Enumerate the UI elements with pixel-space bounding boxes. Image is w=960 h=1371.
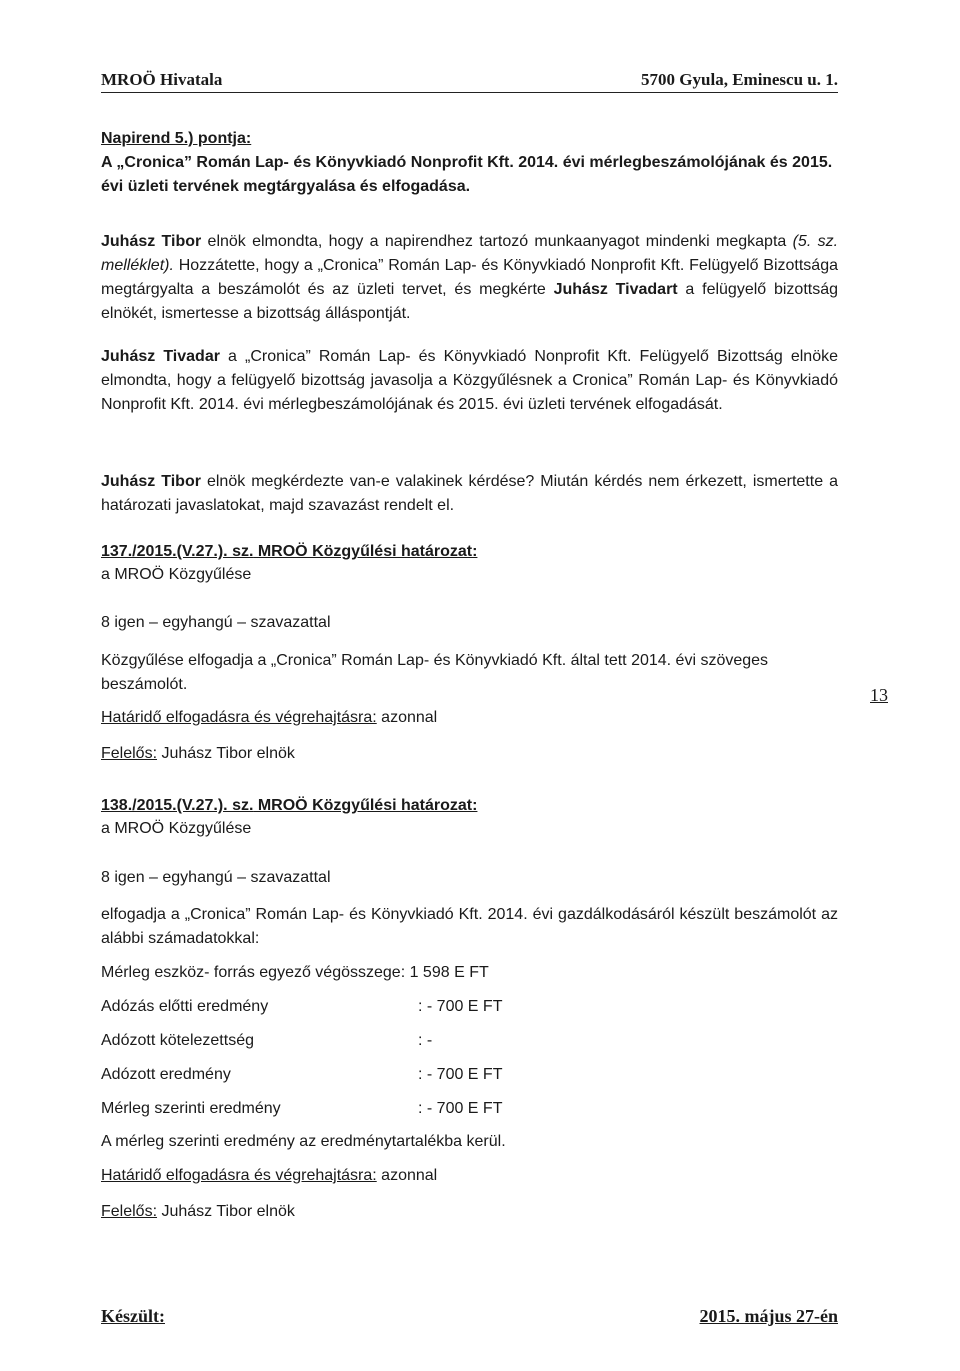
- financial-row-label: Mérleg szerinti eredmény: [101, 1100, 281, 1117]
- resolution-137-vote: 8 igen – egyhangú – szavazattal: [101, 614, 331, 631]
- resolution-138-deadline: [101, 1164, 437, 1188]
- resolution-137-decision: Közgyűlése elfogadja a „Cronica” Román Lap- és Könyvkiadó Kft. által tett 2014. évi szöveges beszámolót.: [101, 652, 769, 693]
- paragraph-text: a „Cronica” Román Lap- és Könyvkiadó Nonprofit Kft. Felügyelő Bizottság elnöke elmondta, hogy a felügyelő bizottság javasolja a Közgyűlésnek a Cronica” Román Lap- és Könyvkiadó Nonprofit Kft. 2014. évi mérlegbeszámolójának és 2015. évi üzleti tervének elfogadását.: [101, 348, 838, 413]
- page-header: [101, 70, 838, 93]
- resolution-138-responsible: [101, 1200, 295, 1224]
- financial-row-value: : - 700 E FT: [418, 1100, 503, 1117]
- resolution-138-heading: [101, 794, 838, 818]
- deadline-value: azonnal: [376, 709, 438, 726]
- speaker-name: Juhász Tibor: [101, 233, 202, 250]
- resolution-number: 138./2015.(V.27.). sz.: [101, 797, 254, 814]
- header-address: 5700 Gyula, Eminescu u. 1.: [641, 70, 838, 89]
- deadline-value: azonnal: [376, 1167, 438, 1184]
- resolution-138-body-label: a MROÖ Közgyűlése: [101, 820, 252, 837]
- paragraph-text: elnök elmondta, hogy a napirendhez tartozó munkaanyagot mindenki megkapta: [201, 233, 793, 250]
- resolution-title: MROÖ Közgyűlési határozat:: [253, 797, 478, 814]
- footer-date: 2015. május 27-én: [699, 1306, 838, 1326]
- page-number: 13: [870, 685, 888, 705]
- responsible-label: Felelős:: [101, 745, 158, 762]
- agenda-block: [101, 127, 838, 199]
- responsible-label: Felelős:: [101, 1203, 158, 1220]
- responsible-value: Juhász Tibor elnök: [157, 1203, 295, 1220]
- paragraph-3: [101, 470, 838, 518]
- responsible-value: Juhász Tibor elnök: [157, 745, 295, 762]
- resolution-number: 137./2015.(V.27.). sz.: [101, 543, 254, 560]
- resolution-137-deadline: [101, 706, 437, 730]
- result-note: A mérleg szerinti eredmény az eredménytartalékba kerül.: [101, 1133, 506, 1150]
- speaker-name: Juhász Tivadar: [101, 348, 220, 365]
- paragraph-text: a felügyelő bizottság elnökét, ismertesse a bizottság álláspontját.: [101, 281, 839, 322]
- financial-row-label: Adózás előtti eredmény: [101, 998, 269, 1015]
- paragraph-2: [101, 345, 838, 417]
- paragraph-text: elnök megkérdezte van-e valakinek kérdése? Miután kérdés nem érkezett, ismertette a határozati javaslatokat, majd szavazást rendelt el.: [101, 473, 838, 514]
- balance-total: Mérleg eszköz- forrás egyező végösszege: 1 598 E FT: [101, 964, 489, 981]
- financial-row-value: : -: [418, 1032, 433, 1049]
- financial-row-label: Adózott eredmény: [101, 1066, 231, 1083]
- speaker-name: Juhász Tibor: [101, 473, 201, 490]
- deadline-label: Határidő elfogadásra és végrehajtásra:: [101, 1167, 377, 1184]
- financial-row-value: : - 700 E FT: [418, 1066, 503, 1083]
- footer-label: Készült:: [101, 1306, 165, 1326]
- speaker-name: Juhász Tivadart: [553, 281, 678, 298]
- financial-row-label: Adózott kötelezettség: [101, 1032, 254, 1049]
- attachment-ref: (5. sz. melléklet).: [101, 233, 839, 274]
- resolution-137-heading: [101, 540, 838, 564]
- agenda-title: A „Cronica” Román Lap- és Könyvkiadó Nonprofit Kft. 2014. évi mérlegbeszámolójának és 2015. évi üzleti tervének megtárgyalása és elfogadása.: [101, 154, 833, 195]
- resolution-137-body-label: a MROÖ Közgyűlése: [101, 566, 252, 583]
- deadline-label: Határidő elfogadásra és végrehajtásra:: [101, 709, 377, 726]
- resolution-title: MROÖ Közgyűlési határozat:: [253, 543, 478, 560]
- paragraph-text: Hozzátette, hogy a „Cronica” Román Lap- és Könyvkiadó Nonprofit Kft. Felügyelő Bizottsága megtárgyalta a beszámolót és az üzleti tervet, és megkérte: [101, 257, 838, 298]
- financial-row-value: : - 700 E FT: [418, 998, 503, 1015]
- header-org: MROÖ Hivatala: [101, 70, 223, 89]
- resolution-138-vote: 8 igen – egyhangú – szavazattal: [101, 869, 331, 886]
- agenda-label: Napirend 5.) pontja:: [101, 130, 252, 147]
- resolution-138-decision: elfogadja a „Cronica” Román Lap- és Könyvkiadó Kft. 2014. évi gazdálkodásáról készült beszámolót az alábbi számadatokkal:: [101, 906, 838, 947]
- resolution-137-responsible: [101, 742, 295, 766]
- page-footer: [101, 1306, 838, 1330]
- paragraph-1: [101, 230, 838, 326]
